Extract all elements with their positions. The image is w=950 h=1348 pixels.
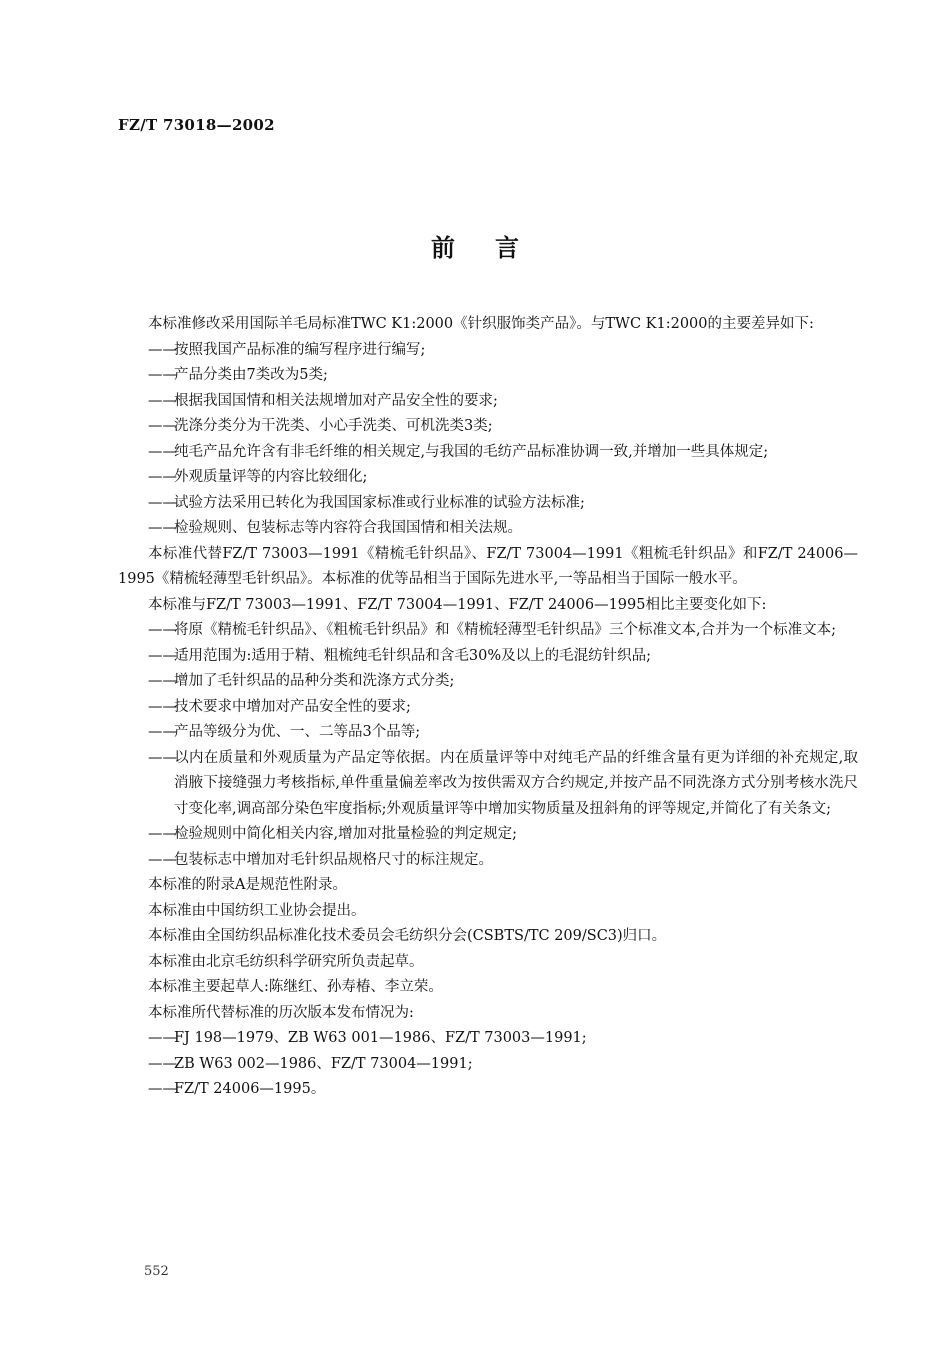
list-item [118, 516, 858, 542]
dash-marker: —— [148, 724, 177, 740]
dash-marker: —— [148, 826, 177, 842]
dash-marker: —— [148, 1081, 177, 1097]
paragraph-text: 本标准由北京毛纺织科学研究所负责起草。 [148, 953, 424, 970]
paragraph-text: 检验规则、包装标志等内容符合我国国情和相关法规。 [174, 520, 522, 536]
paragraph-text: 试验方法采用已转化为我国国家标准或行业标准的试验方法标准; [174, 494, 585, 511]
document-body [118, 312, 858, 1103]
paragraph-text: 纯毛产品允许含有非毛纤维的相关规定,与我国的毛纺产品标准协调一致,并增加一些具体规定; [174, 443, 769, 460]
paragraph-text: 本标准修改采用国际羊毛局标准TWC K1:2000《针织服饰类产品》。与TWC K1:2000的主要差异如下: [148, 316, 814, 332]
page-number: 552 [144, 1264, 169, 1279]
paragraph [118, 593, 858, 619]
list-item [118, 746, 858, 823]
dash-marker: —— [148, 443, 177, 460]
list-item [118, 465, 858, 491]
list-item [118, 389, 858, 415]
dash-marker: —— [148, 341, 177, 358]
dash-marker: —— [148, 647, 177, 664]
paragraph [118, 975, 858, 1001]
paragraph-text: 根据我国国情和相关法规增加对产品安全性的要求; [174, 392, 498, 409]
paragraph-text: 洗涤分类分为干洗类、小心手洗类、可机洗类3类; [174, 418, 493, 434]
paragraph-text: 按照我国产品标准的编写程序进行编写; [174, 341, 426, 358]
list-item [118, 848, 858, 874]
paragraph-text: 技术要求中增加对产品安全性的要求; [174, 698, 411, 715]
list-item [118, 414, 858, 440]
paragraph-text: 产品等级分为优、一、二等品3个品等; [174, 724, 421, 740]
list-item [118, 720, 858, 746]
dash-marker: —— [148, 1055, 177, 1072]
dash-marker: —— [148, 851, 177, 868]
paragraph [118, 873, 858, 899]
dash-marker: —— [148, 367, 177, 383]
dash-marker: —— [148, 392, 177, 409]
dash-marker: —— [148, 418, 177, 434]
paragraph [118, 899, 858, 925]
paragraph-text: 检验规则中简化相关内容,增加对批量检验的判定规定; [174, 826, 517, 842]
paragraph [118, 924, 858, 950]
paragraph-text: 本标准所代替标准的历次版本发布情况为: [148, 1004, 414, 1021]
dash-marker: —— [148, 749, 177, 766]
paragraph-text: 本标准代替FZ/T 73003—1991《精梳毛针织品》、FZ/T 73004—1991《粗梳毛针织品》和FZ/T 24006—1995《精梳轻薄型毛针织品》。本标准的优等品相当于国际先进水平,一等品相当于国际一般水平。 [118, 545, 858, 587]
paragraph-text: 外观质量评等的内容比较细化; [174, 469, 368, 485]
dash-marker: —— [148, 673, 177, 689]
list-item [118, 440, 858, 466]
list-item [118, 618, 858, 644]
paragraph-text: 本标准的附录A是规范性附录。 [148, 877, 347, 893]
dash-marker: —— [148, 622, 177, 638]
list-item [118, 822, 858, 848]
paragraph-text: 适用范围为:适用于精、粗梳纯毛针织品和含毛30%及以上的毛混纺针织品; [174, 647, 651, 664]
list-item [118, 1052, 858, 1078]
paragraph-text: FZ/T 24006—1995。 [174, 1081, 326, 1097]
paragraph-text: 产品分类由7类改为5类; [174, 367, 328, 383]
list-item [118, 338, 858, 364]
list-item [118, 644, 858, 670]
paragraph [118, 542, 858, 593]
list-item [118, 1026, 858, 1052]
paragraph [118, 950, 858, 976]
paragraph-text: 将原《精梳毛针织品》、《粗梳毛针织品》和《精梳轻薄型毛针织品》三个标准文本,合并为一个标准文本; [174, 622, 836, 638]
list-item [118, 363, 858, 389]
list-item [118, 1077, 858, 1103]
paragraph [118, 312, 858, 338]
paragraph-text: 本标准由中国纺织工业协会提出。 [148, 902, 366, 919]
page-title: 前言 [431, 233, 559, 262]
paragraph-text: 本标准主要起草人:陈继红、孙寿椿、李立荣。 [148, 979, 443, 995]
dash-marker: —— [148, 494, 177, 511]
paragraph-text: ZB W63 002—1986、FZ/T 73004—1991; [174, 1055, 473, 1072]
list-item [118, 491, 858, 517]
paragraph [118, 1001, 858, 1027]
dash-marker: —— [148, 1030, 177, 1046]
paragraph-text: 增加了毛针织品的品种分类和洗涤方式分类; [174, 673, 455, 689]
dash-marker: —— [148, 520, 177, 536]
paragraph-text: 本标准与FZ/T 73003—1991、FZ/T 73004—1991、FZ/T 24006—1995相比主要变化如下: [148, 596, 767, 613]
paragraph-text: 包装标志中增加对毛针织品规格尺寸的标注规定。 [174, 851, 493, 868]
dash-marker: —— [148, 469, 177, 485]
dash-marker: —— [148, 698, 177, 715]
paragraph-text: 本标准由全国纺织品标准化技术委员会毛纺织分会(CSBTS/TC 209/SC3)归口。 [148, 928, 667, 944]
paragraph-text: 以内在质量和外观质量为产品定等依据。内在质量评等中对纯毛产品的纤维含量有更为详细的补充规定,取消腋下接缝强力考核指标,单件重量偏差率改为按供需双方合约规定,并按产品不同洗涤方式分别考核水洗尺寸变化率,调高部分染色牢度指标;外观质量评等中增加实物质量及扭斜角的评等规定,并简化了有关条文; [174, 749, 858, 817]
standard-code: FZ/T 73018—2002 [118, 116, 275, 134]
paragraph-text: FJ 198—1979、ZB W63 001—1986、FZ/T 73003—1991; [174, 1030, 587, 1046]
list-item [118, 695, 858, 721]
list-item [118, 669, 858, 695]
